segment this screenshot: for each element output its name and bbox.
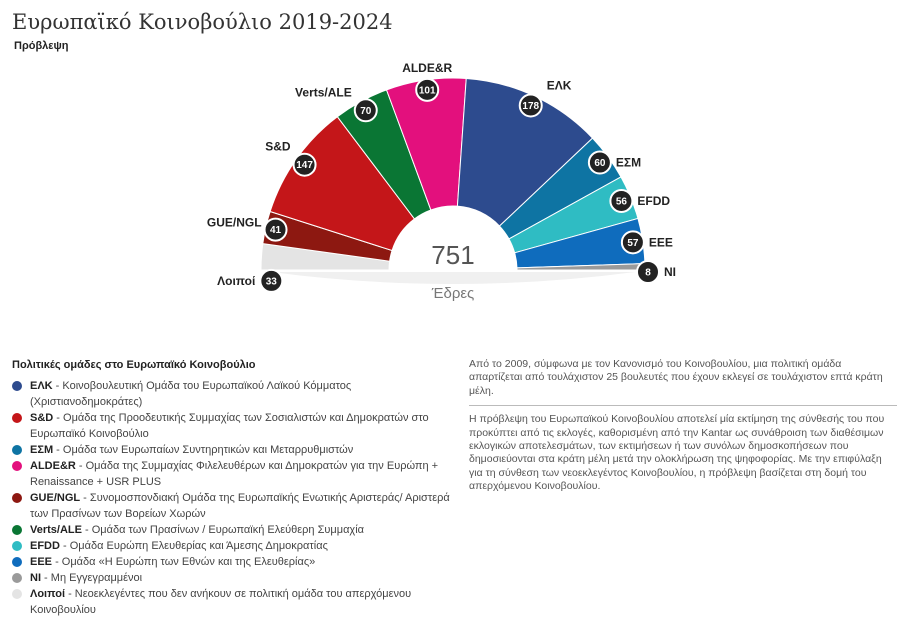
seat-count-label: 33 [265,276,277,288]
seat-count-label: 70 [360,105,372,117]
seat-count-label: 41 [269,225,282,237]
legend-abbr: GUE/NGL [30,492,81,504]
legend-item [12,538,457,554]
party-label: GUE/NGL [206,215,262,230]
legend-swatch [12,589,22,599]
legend-text: - Ομάδα της Συμμαχίας Φιλελευθέρων και Δημοκρατών για την Ευρώπη + Renaissance + USR PLUS [30,460,439,488]
legend-text: - Ομάδα της Προοδευτικής Συμμαχίας των Σοσιαλιστών και Δημοκρατών στο Ευρωπαϊκό Κοινοβούλιο [30,412,429,440]
divider [469,405,897,406]
note-paragraph: Από το 2009, σύμφωνα με τον Κανονισμό του Κοινοβουλίου, μια πολιτική ομάδα απαρτίζεται από τουλάχιστον 25 βουλευτές που έχουν εκλεγεί σε τουλάχιστον επτά κράτη μέλη. [469,358,883,397]
party-label: ΕΛΚ [546,78,572,93]
party-label: Λοιποί [217,273,256,288]
legend-item [12,586,457,618]
legend-swatch [12,445,22,455]
total-seats-value: 751 [431,240,475,270]
legend-abbr: NI [30,572,41,584]
seat-count-label: 8 [645,267,651,279]
page-title: Ευρωπαϊκό Κοινοβούλιο 2019-2024 [12,10,393,34]
seat-count-label: 60 [594,158,606,170]
legend-abbr: Λοιποί [30,588,66,600]
legend-abbr: S&D [30,412,54,424]
legend-swatch [12,461,22,471]
seat-count-label: 57 [627,237,639,249]
party-label: EFDD [637,193,671,208]
seat-count-label: 101 [418,85,436,97]
party-label: S&D [265,139,291,154]
legend-text: - Κοινοβουλευτική Ομάδα του Ευρωπαϊκού Λαϊκού Κόμματος (Χριστιανοδημοκράτες) [30,380,352,408]
legend-text: - Συνομοσπονδιακή Ομάδα της Ευρωπαϊκής Ενωτικής Αριστεράς/ Αριστερά των Πρασίνων των Βορείων Χωρών [30,492,450,520]
legend-item [12,570,457,586]
legend-abbr: ΕΛΚ [30,380,53,392]
legend-item [12,490,457,522]
legend-text: - Ομάδα Ευρώπη Ελευθερίας και Άμεσης Δημοκρατίας [59,540,328,552]
legend-abbr: ALDE&R [30,460,76,472]
legend-swatch [12,493,22,503]
legend-item [12,554,457,570]
legend-swatch [12,573,22,583]
party-label: NI [664,265,676,279]
legend-text: - Ομάδα των Ευρωπαίων Συντηρητικών και Μεταρρυθμιστών [53,444,354,456]
legend [12,357,457,618]
chart-subtitle: Πρόβλεψη [14,40,69,52]
party-label: Verts/ALE [295,85,352,100]
legend-item [12,410,457,442]
legend-item [12,442,457,458]
party-label: EEE [648,235,673,250]
seat-count-label: 178 [522,100,540,112]
legend-swatch [12,541,22,551]
notes-panel [469,358,897,494]
party-label: ALDE&R [402,60,453,75]
legend-item [12,458,457,490]
legend-text: - Ομάδα «Η Ευρώπη των Εθνών και της Ελευθερίας» [52,556,316,568]
legend-text: - Ομάδα των Πρασίνων / Ευρωπαϊκή Ελεύθερη Συμμαχία [81,524,365,536]
legend-swatch [12,525,22,535]
legend-text: - Νεοεκλεγέντες που δεν ανήκουν σε πολιτική ομάδα του απερχόμενου Κοινοβουλίου [30,588,412,616]
legend-item [12,378,457,410]
seat-count-label: 56 [615,196,627,208]
legend-text: - Μη Εγγεγραμμένοι [41,572,143,584]
party-label: ΕΣΜ [615,155,642,170]
legend-abbr: EFDD [30,540,60,552]
legend-swatch [12,413,22,423]
legend-abbr: ΕΣΜ [30,444,54,456]
note-paragraph: Η πρόβλεψη του Ευρωπαϊκού Κοινοβουλίου αποτελεί μία εκτίμηση της σύνθεσής του που προκύπτει από τις εκλογές, καθορισμένη από την Kantar ως συνάθροιση των διαθέσιμων εκλογικών αποτελεσμάτων, των εκτιμήσεων ή των συνόλων δημοσκοπήσεων που δημοσιεύονται στα κράτη μέλη μετά την ολοκλήρωση της ψηφοφορίας. Με την επιφύλαξη για τη σύνθεση των νεοεκλεγέντος Κοινοβουλίου, η πρόβλεψη βασίζεται στη δομή του απερχόμενου Κοινοβουλίου. [469,413,885,493]
legend-heading: Πολιτικές ομάδες στο Ευρωπαϊκό Κοινοβούλιο [12,359,256,371]
legend-abbr: Verts/ALE [30,524,82,536]
legend-swatch [12,381,22,391]
chart-shadow [271,272,635,284]
total-seats-label: Έδρες [431,285,475,302]
seat-count-label: 147 [296,160,313,172]
legend-item [12,522,457,538]
legend-list [12,378,457,618]
legend-abbr: EEE [30,556,53,568]
legend-swatch [12,557,22,567]
